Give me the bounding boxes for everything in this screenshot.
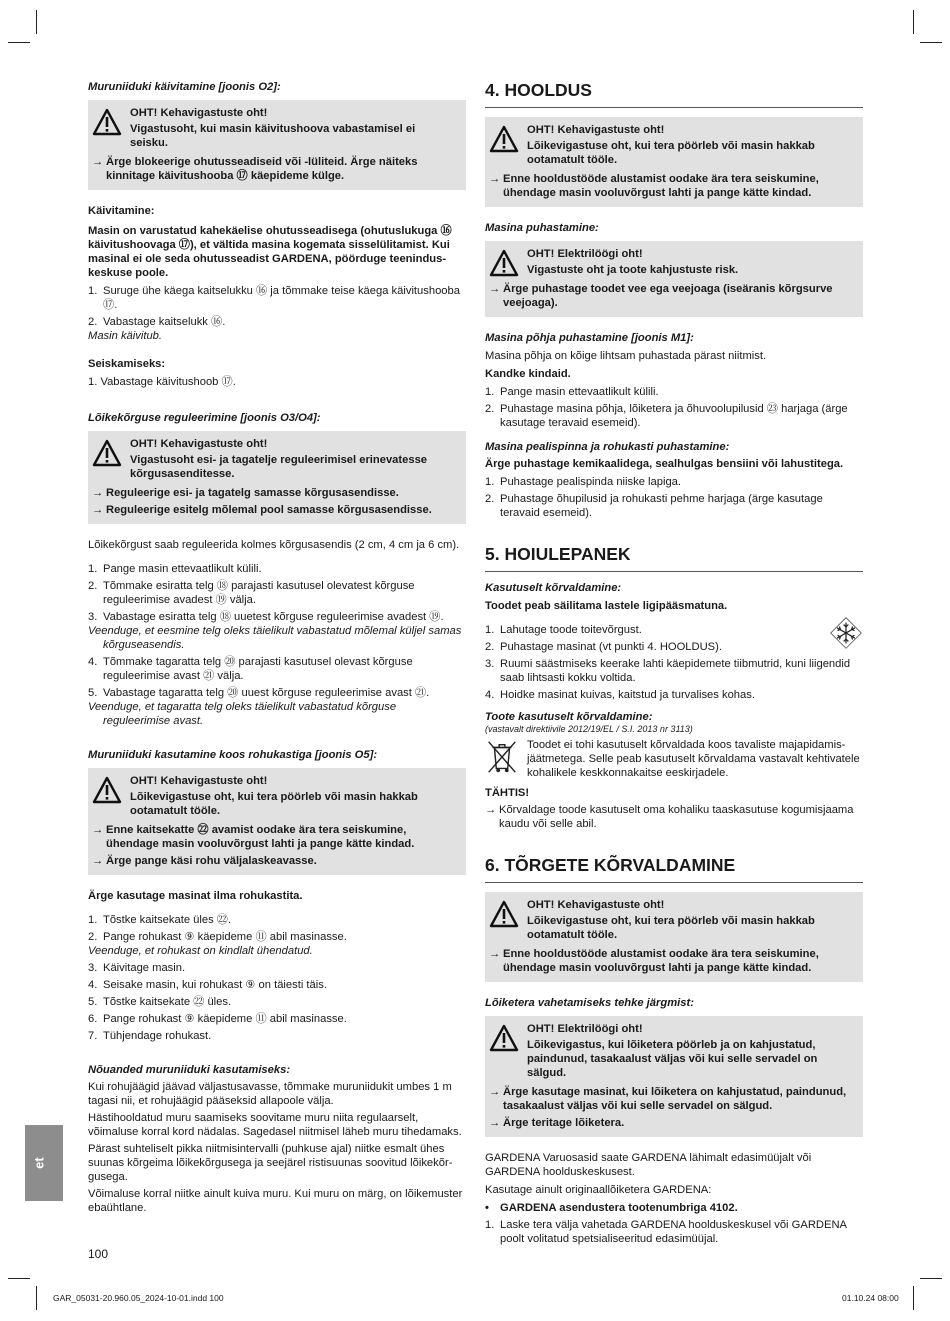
warning-instruction: → Ärge blokeerige ohutusseadiseid või -lüliteid. Ärge näiteks kinnitage käivitushooba ⑰ käepideme külge. xyxy=(92,156,418,182)
warning-box xyxy=(485,241,863,317)
list-item xyxy=(88,995,466,1009)
list-item xyxy=(485,688,863,702)
list-number: 1. xyxy=(485,385,495,398)
list-item xyxy=(88,610,466,652)
important-label: TÄHTIS! xyxy=(485,787,530,799)
warning-instruction: → Reguleerige esitelg mõlemal pool samasse kõrgusasendisse. xyxy=(92,504,432,516)
warning-instruction: → Reguleerige esi- ja tagatelg samasse kõrgusasendisse. xyxy=(92,487,399,499)
list-text: Pange masin ettevaatlikult külili. xyxy=(103,563,262,575)
arrow-icon: → xyxy=(489,1116,501,1129)
list-text: Puhastage masina põhja, lõiketera ja õhuvoolupilusid ㉓ harjaga (ärge kasutage teravaid esemeid). xyxy=(500,402,848,429)
crop-mark xyxy=(36,10,37,34)
warning-text: Lõikevigastuse oht, kui tera pöörleb või masin hakkab ootamatult tööle. xyxy=(130,791,418,817)
list-item xyxy=(88,686,466,728)
list-item xyxy=(88,315,466,343)
list-number: 2. xyxy=(88,580,98,592)
warning-icon xyxy=(489,249,519,277)
list-number: 2. xyxy=(485,492,495,505)
warning-box xyxy=(88,100,466,190)
warning-title: OHT! Kehavigastuste oht! xyxy=(130,107,268,119)
tip-paragraph: Hästihooldatud muru saamiseks soovitame muru niita regulaarselt, võimaluse korral kord nädalas. Sagedasel niitmisel läheb muru tihedamaks. xyxy=(88,1112,462,1138)
warning-icon xyxy=(489,1024,519,1052)
list-text: Suruge ühe käega kaitselukku ⑯ ja tõmmake teise käega käivitushooba ⑰. xyxy=(103,285,460,311)
list-number: 4. xyxy=(88,656,98,668)
warning-text: Lõikevigastus, kui lõiketera pöörleb ja on kahjustatud, paindunud, tasakaalust väljas või kui selle servadel on sälgud. xyxy=(527,1038,818,1079)
paragraph-bold: Kandke kindaid. xyxy=(485,367,571,380)
page-number: 100 xyxy=(88,1247,109,1261)
storage-block xyxy=(485,623,863,702)
list-text: Lahutage toode toitevõrgust. xyxy=(500,623,642,636)
warning-box xyxy=(485,117,863,207)
arrow-icon: → xyxy=(489,172,501,185)
arrow-icon: → xyxy=(489,947,501,960)
list-number: 1. xyxy=(88,563,98,575)
list-number: 1. xyxy=(485,475,495,488)
warning-title: OHT! Elektrilöögi oht! xyxy=(527,1022,643,1035)
list-text: Vabastage kaitselukk ⑯. xyxy=(103,316,226,328)
warning-icon xyxy=(92,439,122,467)
list-item xyxy=(485,657,863,685)
warning-box xyxy=(88,768,466,875)
directive-note: (vastavalt direktiivile 2012/19/EL / S.I. 2013 nr 3113) xyxy=(485,723,693,734)
arrow-icon: → xyxy=(489,1085,501,1098)
tip-paragraph: Kui rohujäägid jäävad väljastusavasse, tõmmake muruniidukit umbes 1 m tagasi nii, et rohujäägid pääseksid allapoole välja. xyxy=(88,1081,452,1107)
paragraph: Kasutage ainult originaallõiketera GARDENA: xyxy=(485,1183,712,1196)
start-list xyxy=(88,284,466,343)
bottom-list xyxy=(485,385,863,430)
warning-box xyxy=(88,431,466,524)
list-number: 1. xyxy=(485,623,495,636)
list-text: Käivitage masin. xyxy=(103,962,186,974)
arrow-icon: → xyxy=(92,487,104,499)
heading-storage: 5. HOIULEPANEK xyxy=(485,544,863,572)
paragraph-bold: Ärge puhastage kemikaalidega, sealhulgas bensiini või lahustitega. xyxy=(485,457,844,470)
list-item xyxy=(485,402,863,430)
crop-mark xyxy=(920,42,942,43)
list-number: 2. xyxy=(485,402,495,415)
list-number: 1. xyxy=(88,914,98,926)
warning-title: OHT! Kehavigastuste oht! xyxy=(130,438,268,450)
warning-text: Vigastuste oht ja toote kahjustuste risk. xyxy=(527,263,739,276)
warning-instruction: → Enne hooldustööde alustamist oodake ära tera seiskumine, ühendage masin vooluvõrgust lahti ja pange kätte kindad. xyxy=(489,172,819,199)
list-number: 4. xyxy=(485,688,495,701)
warning-box xyxy=(485,1016,863,1137)
footer-timestamp: 01.10.24 08:00 xyxy=(842,1293,899,1303)
heading-troubleshooting: 6. TÕRGETE KÕRVALDAMINE xyxy=(485,855,863,883)
language-tab: et xyxy=(25,1125,63,1201)
paragraph-bold: Ärge kasutage masinat ilma rohukastita. xyxy=(88,890,303,902)
list-item xyxy=(88,284,466,312)
list-item xyxy=(485,385,863,399)
list-item xyxy=(88,562,466,576)
list-item xyxy=(88,913,466,927)
crop-mark xyxy=(8,1278,30,1279)
warning-icon xyxy=(92,108,122,136)
list-number: 4. xyxy=(88,979,98,991)
tips xyxy=(88,1080,466,1215)
list-number: 3. xyxy=(88,962,98,974)
left-column xyxy=(88,80,466,1218)
paragraph-bold: Masin on varustatud kahekäelise ohutusseadisega (ohutuslukuga ⑯ käivitushoovaga ⑰), et vältida masina kogemata sisselülitamist. Kui masinal ei ole seda ohutusseadist GARDENA, pöörduge teeninduskeskuse poole. xyxy=(88,225,452,279)
warning-instruction: → Enne kaitsekatte ㉒ avamist oodake ära tera seiskumine, ühendage masin vooluvõrgust lahti ja pange kätte kindad. xyxy=(92,824,415,850)
crop-mark xyxy=(8,42,30,43)
list-text: Tõstke kaitsekate üles ㉒. xyxy=(103,914,232,926)
paragraph: Lõikekõrgust saab reguleerida kolmes kõrgusasendis (2 cm, 4 cm ja 6 cm). xyxy=(88,539,460,551)
section-title-bottom: Masina põhja puhastamine [joonis M1]: xyxy=(485,331,694,344)
disposal-text: Toodet ei tohi kasutuselt kõrvaldada koos tavaliste majapidamisjäätmetega. Selle peab kasutuselt kõrvaldama vastavalt kehtivatele kohalikele keskkonnakaitse eeskirjadele. xyxy=(527,739,860,779)
warning-title: OHT! Elektrilöögi oht! xyxy=(527,247,643,260)
list-item: 1. Laske tera välja vahetada GARDENA hoolduskeskusel või GARDENA poolt volitatud spetsialiseeritud edasimüüjal. xyxy=(485,1218,847,1245)
list-number: 3. xyxy=(485,657,495,670)
section-title-start: Muruniiduki käivitamine [joonis O2]: xyxy=(88,81,281,93)
subheading: Käivitamine: xyxy=(88,205,155,217)
list-text: Ruumi säästmiseks keerake lahti käepidemete tiibmutrid, kuni liigendid saab lihtsasti kokku voltida. xyxy=(500,657,851,684)
section-title-tips: Nõuanded muruniiduki kasutamiseks: xyxy=(88,1064,291,1076)
tip-paragraph: Võimaluse korral niitke ainult kuiva muru. Kui muru on märg, on lõikemuster ebaühtlane. xyxy=(88,1188,463,1214)
list-item xyxy=(485,492,863,520)
list-item xyxy=(88,961,466,975)
section-title-storage: Kasutuselt kõrvaldamine: xyxy=(485,581,622,594)
section-title-cut: Lõikekõrguse reguleerimine [joonis O3/O4]: xyxy=(88,412,321,424)
important-instruction: → Kõrvaldage toode kasutuselt oma kohaliku taaskasutuse kogumisjaama kaudu või selle abil. xyxy=(485,804,854,830)
warning-box xyxy=(485,892,863,982)
grassbox-list xyxy=(88,913,466,1043)
list-item xyxy=(88,930,466,958)
arrow-icon: → xyxy=(485,804,497,816)
list-text: Tõmmake esiratta telg ⑱ parajasti kasutusel olevatest kõrguse reguleerimise avadest ⑲ välja. xyxy=(103,580,415,606)
disposal-block xyxy=(485,738,863,780)
crossed-bin-icon xyxy=(485,738,519,776)
paragraph: Masina põhja on kõige lihtsam puhastada pärast niitmist. xyxy=(485,349,767,362)
crop-mark xyxy=(913,10,914,34)
list-text: Pange rohukast ⑨ käepideme ⑪ abil masinasse. xyxy=(103,931,347,943)
arrow-icon: → xyxy=(92,156,104,168)
warning-title: OHT! Kehavigastuste oht! xyxy=(130,775,268,787)
heading-maintenance: 4. HOOLDUS xyxy=(485,80,863,108)
warning-title: OHT! Kehavigastuste oht! xyxy=(527,123,665,136)
bullet-icon: • xyxy=(485,1201,489,1214)
list-number: 2. xyxy=(88,316,98,328)
warning-text: Vigastusoht, kui masin käivitushoova vabastamisel ei seisku. xyxy=(130,123,416,149)
crop-mark xyxy=(913,1286,914,1310)
list-item xyxy=(88,978,466,992)
bullet-item: • GARDENA asendustera tootenumbriga 4102. xyxy=(485,1201,738,1214)
cut-list xyxy=(88,562,466,728)
warning-instruction: → Ärge pange käsi rohu väljalaskeavasse. xyxy=(92,855,317,867)
warning-instruction: → Enne hooldustööde alustamist oodake ära tera seiskumine, ühendage masin vooluvõrgust lahti ja pange kätte kindad. xyxy=(489,947,819,974)
warning-title: OHT! Kehavigastuste oht! xyxy=(527,898,665,911)
list-number: 6. xyxy=(88,1013,98,1025)
list-number: 3. xyxy=(88,611,98,623)
warning-instruction: → Ärge puhastage toodet vee ega veejoaga (iseäranis kõrgsurve veejoaga). xyxy=(489,282,833,309)
list-text: Pange masin ettevaatlikult külili. xyxy=(500,385,659,398)
list-item xyxy=(485,640,863,654)
paragraph-bold: Toodet peab säilitama lastele ligipääsmatuna. xyxy=(485,599,728,612)
list-number: 7. xyxy=(88,1030,98,1042)
subheading: Seiskamiseks: xyxy=(88,358,166,370)
arrow-icon: → xyxy=(92,855,104,867)
list-text: Tühjendage rohukast. xyxy=(103,1030,212,1042)
surface-list xyxy=(485,475,863,520)
warning-icon xyxy=(489,900,519,928)
warning-icon xyxy=(92,776,122,804)
warning-instruction: → Ärge kasutage masinat, kui lõiketera on kahjustatud, paindunud, tasakaalust väljas või kui selle servadel on sälgud. xyxy=(489,1085,847,1112)
list-text: Vabastage esiratta telg ⑱ uuetest kõrguse reguleerimise avadest ⑲. xyxy=(103,611,444,623)
frost-icon xyxy=(830,617,862,649)
list-item xyxy=(88,579,466,607)
list-text: Tõstke kaitsekate ㉒ üles. xyxy=(103,996,232,1008)
list-note: Veenduge, et tagaratta telg oleks täielikult vabastatud kõrguse reguleerimise avast. xyxy=(88,701,397,727)
list-number: 2. xyxy=(88,931,98,943)
list-number: 1. xyxy=(88,285,98,297)
list-item xyxy=(88,1029,466,1043)
list-text: Puhastage õhupilusid ja rohukasti pehme harjaga (ärge kasutage teravaid esemeid). xyxy=(500,492,823,519)
list-text: Tõmmake tagaratta telg ⑳ parajasti kasutusel olevast kõrguse reguleerimise avast ㉑ välja. xyxy=(103,656,413,682)
list-text: Puhastage masinat (vt punkti 4. HOOLDUS). xyxy=(500,640,722,653)
list-item: 1. Vabastage käivitushoob ⑰. xyxy=(88,376,236,388)
section-title-grassbox: Muruniiduki kasutamine koos rohukastiga [joonis O5]: xyxy=(88,749,378,761)
list-item xyxy=(88,1012,466,1026)
warning-instruction: → Ärge teritage lõiketera. xyxy=(489,1116,625,1129)
list-text: Puhastage pealispinda niiske lapiga. xyxy=(500,475,681,488)
arrow-icon: → xyxy=(92,824,104,836)
warning-text: Vigastusoht esi- ja tagatelje reguleerimisel erinevatesse kõrgusasenditesse. xyxy=(130,454,428,480)
warning-icon xyxy=(489,125,519,153)
right-column xyxy=(485,80,863,1246)
list-text: Pange rohukast ⑨ käepideme ⑪ abil masinasse. xyxy=(103,1013,347,1025)
list-item xyxy=(485,475,863,489)
list-item xyxy=(88,655,466,683)
list-text: Hoidke masinat kuivas, kaitstud ja turvalises kohas. xyxy=(500,688,755,701)
storage-list xyxy=(485,623,863,702)
list-text: Seisake masin, kui rohukast ⑨ on täiesti täis. xyxy=(103,979,327,991)
list-number: 5. xyxy=(88,687,98,699)
crop-mark xyxy=(36,1286,37,1310)
footer-file-info: GAR_05031-20.960.05_2024-10-01.indd 100 xyxy=(53,1293,224,1303)
section-title-surface: Masina pealispinna ja rohukasti puhastamine: xyxy=(485,440,730,453)
warning-text: Lõikevigastuse oht, kui tera pöörleb või masin hakkab ootamatult tööle. xyxy=(527,139,815,166)
paragraph: GARDENA Varuosasid saate GARDENA lähimalt edasimüüjalt või GARDENA hoolduskeskusest. xyxy=(485,1151,812,1178)
arrow-icon: → xyxy=(92,504,104,516)
section-title-disposal: Toote kasutuselt kõrvaldamine: xyxy=(485,710,653,723)
list-note: Masin käivitub. xyxy=(88,330,162,342)
list-note: Veenduge, et eesmine telg oleks täielikult vabastatud mõlemal küljel samas kõrguseasendis. xyxy=(88,625,462,651)
list-text: Vabastage tagaratta telg ⑳ uuest kõrguse reguleerimise avast ㉑. xyxy=(103,687,430,699)
crop-mark xyxy=(920,1278,942,1279)
list-note: Veenduge, et rohukast on kindlalt ühendatud. xyxy=(88,945,313,957)
tip-paragraph: Pärast suhteliselt pikka niitmisintervalli (puhkuse ajal) niitke esmalt ühes suunas kõrgeima lõikekõrgusega ja seejärel ristisuunas soovitud lõikekõrgusega. xyxy=(88,1143,453,1183)
list-item xyxy=(485,623,863,637)
list-number: 2. xyxy=(485,640,495,653)
warning-text: Lõikevigastuse oht, kui tera pöörleb või masin hakkab ootamatult tööle. xyxy=(527,914,815,941)
arrow-icon: → xyxy=(489,282,501,295)
section-title-cleaning: Masina puhastamine: xyxy=(485,221,599,234)
section-title-blade: Lõiketera vahetamiseks tehke järgmist: xyxy=(485,996,694,1009)
list-number: 5. xyxy=(88,996,98,1008)
